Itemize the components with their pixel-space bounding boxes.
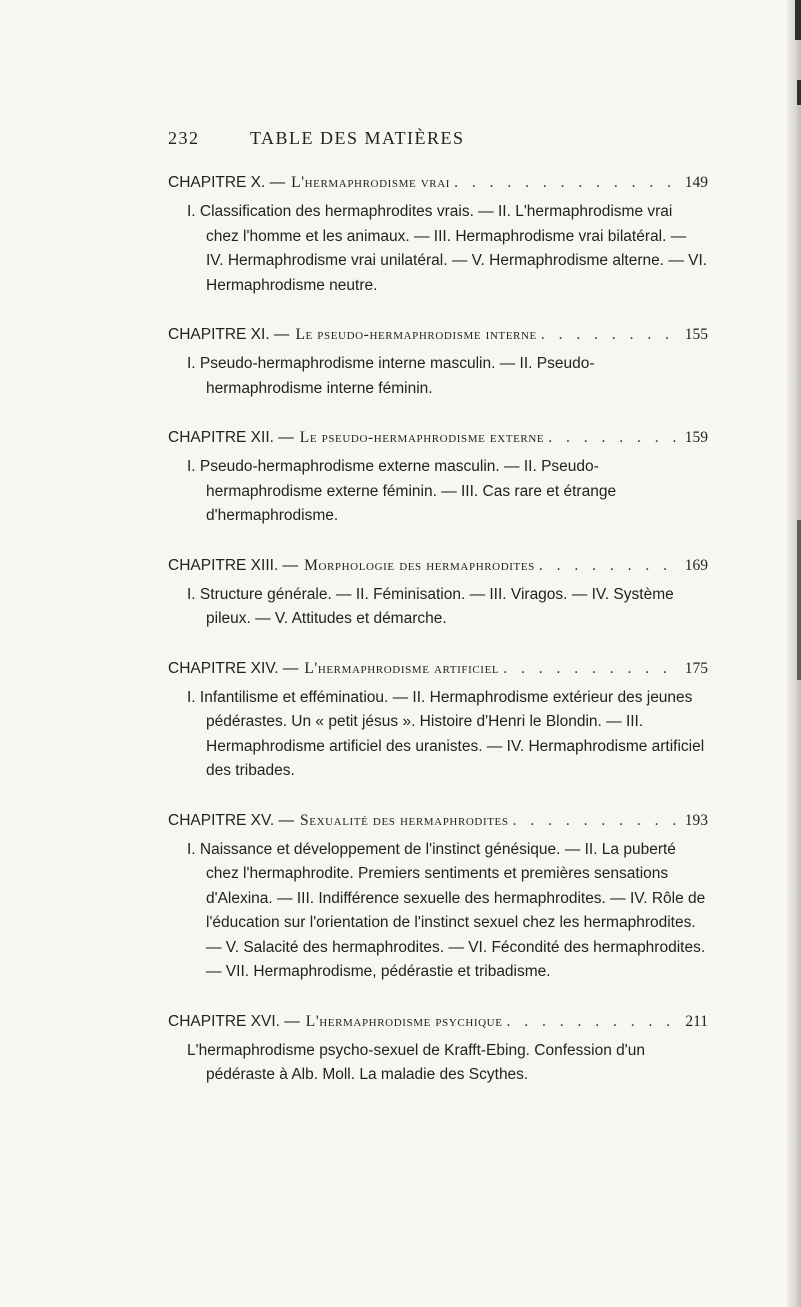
chapter-entry — [168, 555, 708, 632]
chapter-summary: I. Structure générale. — II. Féminisation. — III. Viragos. — IV. Système pileux. — V. Attitudes et démarche. — [187, 585, 674, 627]
dot-leader — [539, 555, 681, 577]
chapter-summary: I. Classification des hermaphrodites vrais. — II. L'hermaphrodisme vrai chez l'homme et les animaux. — III. Hermaphrodisme vrai bilatéral. — IV. Hermaphrodisme vrai unilatéral. — V. Hermaphrodisme alterne. — VI. Hermaphrodisme neutre. — [187, 203, 708, 294]
chapter-page-number: 155 — [684, 326, 708, 343]
chapter-summary: I. Pseudo-hermaphrodisme externe masculin. — II. Pseudo-hermaphrodisme externe féminin. — III. Cas rare et étrange d'hermaphrodisme. — [187, 458, 617, 524]
chapter-label: CHAPITRE XIII. — — [168, 556, 299, 574]
dot-leader — [507, 1011, 682, 1033]
page-edge — [787, 0, 801, 1307]
page-header — [168, 128, 568, 158]
dot-leader — [548, 427, 681, 449]
chapter-heading[interactable] — [168, 1011, 708, 1033]
dot-leader — [454, 172, 681, 194]
chapter-summary: I. Infantilisme et efféminatiou. — II. Hermaphrodisme extérieur des jeunes pédérastes. Un « petit jésus ». Histoire d'Henri le Blondin. — III. Hermaphrodisme artificiel des uranistes. — IV. Hermaphrodisme artificiel des tribades. — [187, 688, 705, 779]
dot-leader — [541, 324, 681, 346]
chapter-entry — [168, 658, 708, 784]
chapter-heading[interactable] — [168, 324, 708, 346]
page-number: 232 — [168, 128, 200, 148]
edge-mark — [795, 0, 801, 40]
chapter-title: Le pseudo-hermaphrodisme interne — [295, 326, 537, 343]
chapter-page-number: 193 — [684, 811, 708, 829]
chapter-entry — [168, 324, 708, 401]
chapter-page-number: 175 — [684, 659, 708, 677]
chapter-heading[interactable] — [168, 810, 708, 832]
dot-leader — [503, 658, 681, 680]
chapter-entry — [168, 810, 708, 985]
chapter-title: L'hermaphrodisme vrai — [291, 174, 451, 191]
chapter-heading[interactable] — [168, 555, 708, 577]
chapter-summary: L'hermaphrodisme psycho-sexuel de Krafft-Ebing. Confession d'un pédéraste à Alb. Moll. La maladie des Scythes. — [187, 1041, 645, 1083]
edge-mark — [797, 520, 801, 680]
chapter-title: L'hermaphrodisme psychique — [305, 1012, 503, 1030]
chapter-label: CHAPITRE XII. — — [168, 429, 294, 446]
dot-leader — [513, 810, 681, 832]
chapter-summary: I. Pseudo-hermaphrodisme interne masculin. — II. Pseudo-hermaphrodisme interne féminin. — [187, 355, 595, 397]
edge-mark — [797, 80, 801, 105]
chapter-page-number: 211 — [685, 1012, 708, 1030]
chapter-heading[interactable] — [168, 427, 708, 449]
chapter-page-number: 159 — [684, 429, 708, 446]
chapter-page-number: 169 — [684, 556, 708, 574]
chapter-page-number: 149 — [684, 174, 708, 191]
chapter-heading[interactable] — [168, 658, 708, 680]
chapter-label: CHAPITRE XIV. — — [168, 659, 299, 677]
chapter-label: CHAPITRE XI. — — [168, 326, 290, 343]
chapter-title: Sexualité des hermaphrodites — [300, 811, 509, 829]
chapter-title: Le pseudo-hermaphrodisme externe — [299, 429, 545, 446]
chapter-label: CHAPITRE XVI. — — [168, 1012, 300, 1030]
chapter-label: CHAPITRE X. — — [168, 174, 286, 191]
table-of-contents — [168, 172, 708, 1114]
chapter-entry — [168, 427, 708, 529]
chapter-label: CHAPITRE XV. — — [168, 811, 295, 829]
chapter-heading[interactable] — [168, 172, 708, 194]
chapter-entry — [168, 1011, 708, 1088]
running-title: TABLE DES MATIÈRES — [250, 128, 465, 148]
chapter-title: L'hermaphrodisme artificiel — [304, 659, 500, 677]
chapter-summary: I. Naissance et développement de l'instinct génésique. — II. La puberté chez l'hermaphrodite. Premiers sentiments et premières sensations d'Alexina. — III. Indifférence sexuelle des hermaphrodites. — IV. Rôle de l'éducation sur l'orientation de l'instinct sexuel chez les hermaphrodites. — V. Salacité des hermaphrodites. — VI. Fécondité des hermaphrodites. — VII. Hermaphrodisme, pédérastie et tribadisme. — [187, 840, 706, 980]
chapter-entry — [168, 172, 708, 298]
chapter-title: Morphologie des hermaphrodites — [304, 556, 535, 574]
